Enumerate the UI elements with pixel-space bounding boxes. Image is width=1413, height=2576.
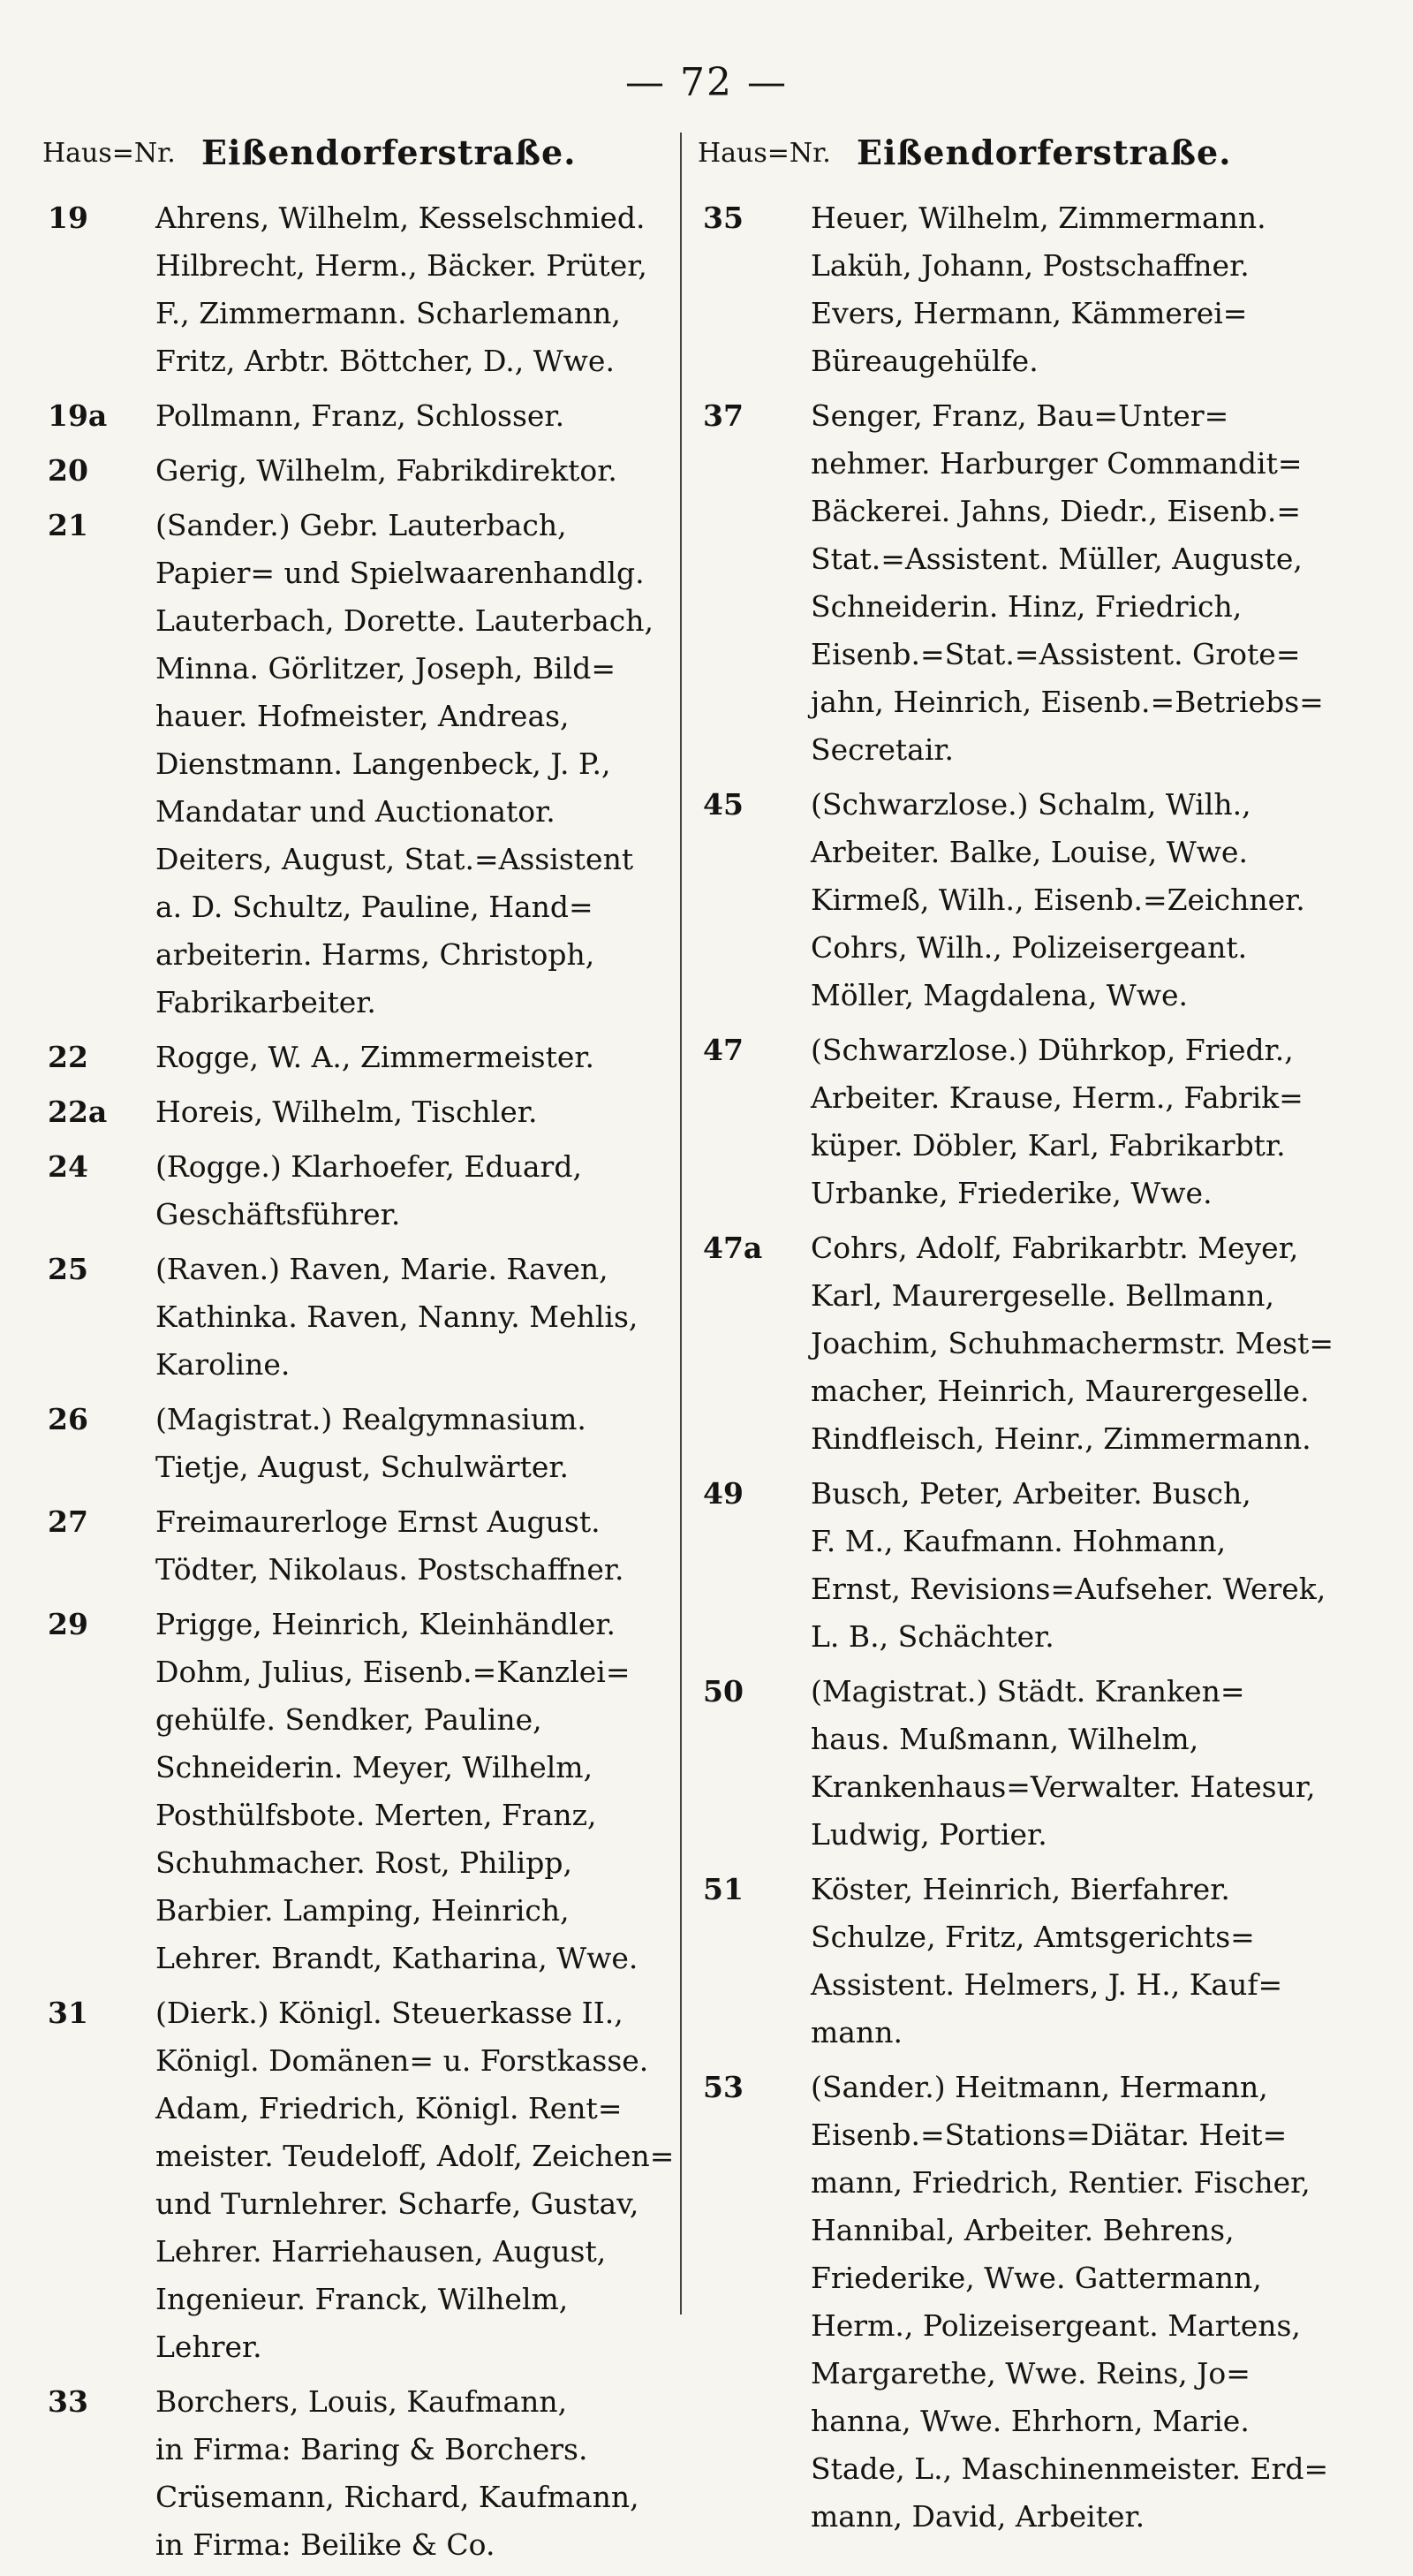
directory-entry [698,1866,1369,2057]
resident-list: Rogge, W. A., Zimmermeister. [155,1040,595,1074]
directory-entry [42,1246,714,1389]
house-number: 49 [703,1476,744,1511]
house-number: 47a [703,1231,763,1265]
directory-entry [42,447,714,495]
directory-entry [42,1143,714,1239]
column-header [42,133,714,194]
directory-entry [698,2064,1369,2541]
directory-entry [42,1989,714,2371]
house-number: 29 [48,1607,88,1641]
directory-entry [42,1498,714,1594]
directory-entry [698,1470,1369,1661]
resident-list: Gerig, Wilhelm, Fabrikdirektor. [155,453,617,488]
directory-entry [42,194,714,385]
house-number: 50 [703,1674,744,1708]
house-number: 22a [48,1095,108,1129]
house-number: 45 [703,787,744,822]
resident-list: (Rogge.) Klarhoefer, Eduard, Geschäftsführer. [155,1149,582,1231]
house-number-label: Haus=Nr. [698,138,831,169]
resident-list: Prigge, Heinrich, Kleinhändler. Dohm, Julius, Eisenb.=Kanzlei= gehülfe. Sendker, Pauline, Schneiderin. Meyer, Wilhelm, Posthülfsbote. Merten, Franz, Schuhmacher. Rost, Philipp, Barbier. Lamping, Heinrich, Lehrer. Brandt, Katharina, Wwe. [155,1607,638,1975]
directory-entry [698,194,1369,385]
directory-entry [42,2378,714,2569]
resident-list: Pollmann, Franz, Schlosser. [155,398,565,433]
directory-entry [698,1224,1369,1463]
directory-entry [42,1396,714,1491]
house-number: 37 [703,398,744,433]
resident-list: (Dierk.) Königl. Steuerkasse II., Königl. Domänen= u. Forstkasse. Adam, Friedrich, Königl. Rent= meister. Teudeloff, Adolf, Zeichen= und Turnlehrer. Scharfe, Gustav, Lehrer. Harriehausen, August, Ingenieur. Franck, Wilhelm, Lehrer. [155,1996,675,2364]
resident-list: Horeis, Wilhelm, Tischler. [155,1095,538,1129]
directory-entry [698,392,1369,774]
resident-list: Ahrens, Wilhelm, Kesselschmied. Hilbrecht, Herm., Bäcker. Prüter, F., Zimmermann. Scharlemann, Fritz, Arbtr. Böttcher, D., Wwe. [155,201,647,378]
resident-list: (Sander.) Gebr. Lauterbach, Papier= und Spielwaarenhandlg. Lauterbach, Dorette. Lauterbach, Minna. Görlitzer, Joseph, Bild= hauer. Hofmeister, Andreas, Dienstmann. Langenbeck, J. P., Mandatar und Auctionator. Deiters, August, Stat.=Assistent a. D. Schultz, Pauline, Hand= arbeiterin. Harms, Christoph, Fabrikarbeiter. [155,508,654,1019]
resident-list: Heuer, Wilhelm, Zimmermann. Laküh, Johann, Postschaffner. Evers, Hermann, Kämmerei= Büreaugehülfe. [811,201,1266,378]
resident-list: Freimaurerloge Ernst August. Tödter, Nikolaus. Postschaffner. [155,1504,624,1587]
right-column [698,133,1369,2548]
street-name: Eißendorferstraße. [201,133,577,172]
directory-entry [698,781,1369,1019]
house-number: 53 [703,2070,744,2104]
resident-list: (Magistrat.) Städt. Kranken= haus. Mußmann, Wilhelm, Krankenhaus=Verwalter. Hatesur, Ludwig, Portier. [811,1674,1316,1852]
house-number: 47 [703,1033,744,1067]
directory-entry [42,1034,714,1081]
resident-list: (Schwarzlose.) Dührkop, Friedr., Arbeiter. Krause, Herm., Fabrik= küper. Döbler, Karl, Fabrikarbtr. Urbanke, Friederike, Wwe. [811,1033,1303,1210]
house-number: 20 [48,453,88,488]
house-number: 33 [48,2384,88,2419]
house-number: 35 [703,201,744,235]
resident-list: Senger, Franz, Bau=Unter= nehmer. Harburger Commandit= Bäckerei. Jahns, Diedr., Eisenb.= Stat.=Assistent. Müller, Auguste, Schneiderin. Hinz, Friedrich, Eisenb.=Stat.=Assistent. Grote= jahn, Heinrich, Eisenb.=Betriebs= Secretair. [811,398,1324,767]
house-number: 27 [48,1504,88,1539]
page-number: — 72 — [625,60,788,105]
directory-entry [42,392,714,440]
house-number: 26 [48,1402,88,1436]
directory-entry [42,1601,714,1982]
directory-entry [698,1027,1369,1217]
house-number: 31 [48,1996,88,2030]
house-number: 19 [48,201,88,235]
resident-list: Busch, Peter, Arbeiter. Busch, F. M., Kaufmann. Hohmann, Ernst, Revisions=Aufseher. Werek, L. B., Schächter. [811,1476,1326,1654]
resident-list: (Sander.) Heitmann, Hermann, Eisenb.=Stations=Diätar. Heit= mann, Friedrich, Rentier. Fischer, Hannibal, Arbeiter. Behrens, Friederike, Wwe. Gattermann, Herm., Polizeisergeant. Martens, Margarethe, Wwe. Reins, Jo= hanna, Wwe. Ehrhorn, Marie. Stade, L., Maschinenmeister. Erd= mann, David, Arbeiter. [811,2070,1329,2534]
column-divider [680,133,682,2315]
house-number-label: Haus=Nr. [42,138,176,169]
resident-list: Köster, Heinrich, Bierfahrer. Schulze, Fritz, Amtsgerichts= Assistent. Helmers, J. H., Kauf= mann. [811,1872,1283,2049]
house-number: 22 [48,1040,88,1074]
street-name: Eißendorferstraße. [857,133,1232,172]
resident-list: (Schwarzlose.) Schalm, Wilh., Arbeiter. Balke, Louise, Wwe. Kirmeß, Wilh., Eisenb.=Zeichner. Cohrs, Wilh., Polizeisergeant. Möller, Magdalena, Wwe. [811,787,1305,1012]
directory-entry [698,1668,1369,1859]
resident-list: (Magistrat.) Realgymnasium. Tietje, August, Schulwärter. [155,1402,586,1484]
house-number: 19a [48,398,108,433]
house-number: 25 [48,1252,88,1286]
resident-list: Cohrs, Adolf, Fabrikarbtr. Meyer, Karl, Maurergeselle. Bellmann, Joachim, Schuhmachermstr. Mest= macher, Heinrich, Maurergeselle. Rindfleisch, Heinr., Zimmermann. [811,1231,1334,1456]
directory-entry [42,502,714,1027]
resident-list: Borchers, Louis, Kaufmann, in Firma: Baring & Borchers. Crüsemann, Richard, Kaufmann, in Firma: Beilike & Co. [155,2384,639,2562]
directory-entry [42,1088,714,1136]
house-number: 21 [48,508,88,542]
left-column [42,133,714,2576]
column-header [698,133,1369,194]
house-number: 51 [703,1872,744,1906]
house-number: 24 [48,1149,88,1184]
resident-list: (Raven.) Raven, Marie. Raven, Kathinka. Raven, Nanny. Mehlis, Karoline. [155,1252,638,1382]
